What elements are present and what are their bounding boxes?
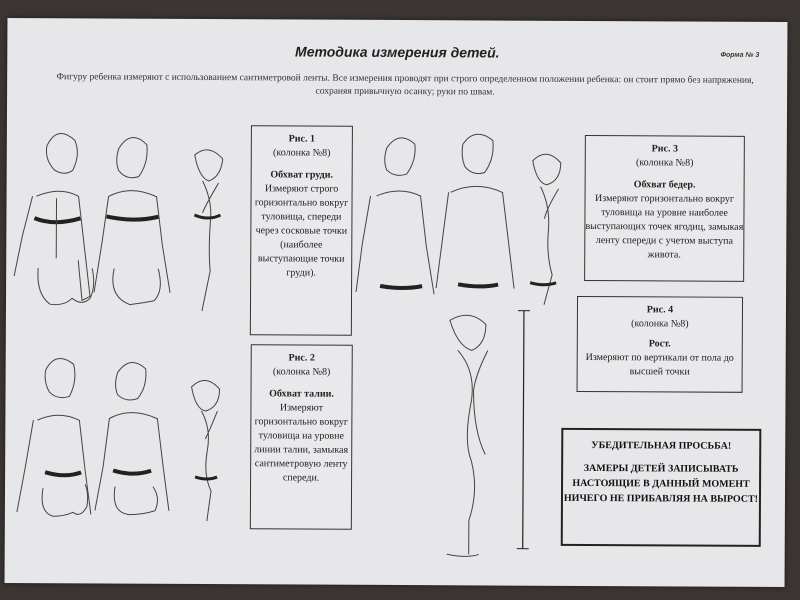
figure-1-back: [14, 133, 94, 305]
figure-2-heading: Обхват талии.: [269, 388, 334, 400]
figure-4-text: Измеряют по вертикали от пола до высшей точки: [585, 351, 734, 378]
page-title: Методика измерения детей.: [295, 43, 500, 61]
figure-2-text: Измеряют горизонтально вокруг туловища на уровне линии талии, замыкая сантиметровую ленту спереди.: [254, 402, 349, 484]
figure-1-text: Измеряют строго горизонтально вокруг туловища, спереди через сосковые точки (наиболее выступающие точки груди).: [254, 183, 349, 279]
request-lead: УБЕДИТЕЛЬНАЯ ПРОСЬБА!: [591, 440, 732, 452]
figure-4-height: [447, 310, 530, 556]
figure-2-back: [17, 358, 92, 516]
figure-1-label: Рис. 1: [288, 133, 316, 145]
figure-2-front: [95, 362, 170, 515]
request-body: ЗАМЕРЫ ДЕТЕЙ ЗАПИСЫВАТЬ НАСТОЯЩИЕ В ДАННЫЙ МОМЕНТ НИЧЕГО НЕ ПРИБАВЛЯЯ НА ВЫРОСТ!: [563, 462, 759, 505]
form-number: Форма № 3: [720, 51, 760, 59]
intro-text: Фигуру ребенка измеряют с использованием сантиметровой ленты. Все измерения проводят при строго определенном положении ребенка: он стоит прямо без напряжения, сохраняя привычную осанку; руки по швам.: [56, 72, 754, 98]
figure-3-front: [436, 134, 515, 289]
figure-2-column: (колонка №8): [272, 366, 331, 378]
figure-4-column: (колонка №8): [631, 318, 689, 330]
figure-1-heading: Обхват груди.: [270, 169, 334, 181]
figure-3-heading: Обхват бедер.: [633, 179, 696, 191]
figure-3-side: [530, 154, 561, 305]
figure-1-column: (колонка №8): [273, 147, 331, 159]
figure-3-column: (колонка №8): [635, 157, 694, 169]
figure-2-caption: [250, 344, 353, 530]
figure-3-label: Рис. 3: [651, 143, 678, 155]
figure-1-caption: [250, 125, 353, 336]
request-box: [561, 428, 762, 547]
figure-3-caption: [584, 135, 745, 282]
figure-4-heading: Рост.: [648, 338, 671, 350]
instruction-sheet: [5, 18, 788, 587]
figure-3-back: [356, 138, 435, 295]
figure-4-label: Рис. 4: [646, 304, 674, 316]
figure-4-caption: [577, 296, 744, 393]
figure-2-side: [191, 380, 220, 521]
figure-2-label: Рис. 2: [288, 352, 315, 364]
figure-1-front: [94, 137, 171, 305]
figure-1-side: [194, 150, 223, 311]
figure-3-text: Измеряют горизонтально вокруг туловища на уровне наиболее выступающих точек ягодиц, замыкая ленту спереди с учетом выступа живота.: [585, 193, 744, 261]
